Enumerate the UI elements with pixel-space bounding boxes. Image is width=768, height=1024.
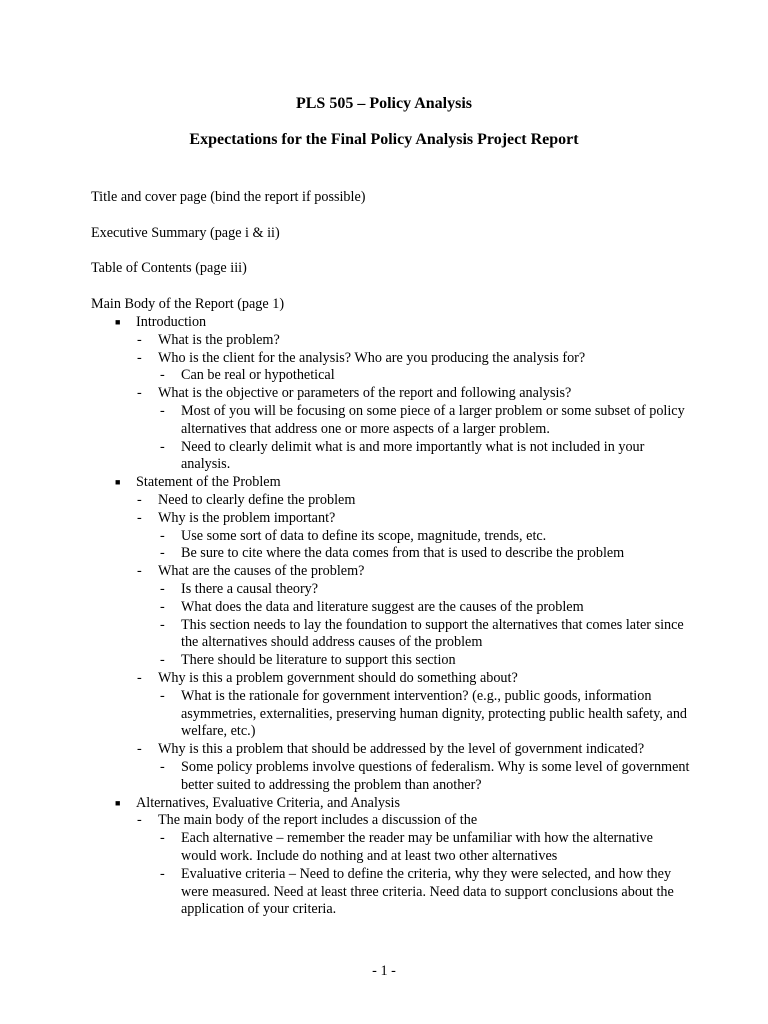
outline-item-text: What are the causes of the problem? — [158, 563, 365, 580]
section-title-cover: Title and cover page (bind the report if possible) — [91, 189, 366, 205]
outline-item — [91, 866, 691, 919]
outline-item-text: Can be real or hypothetical — [181, 367, 335, 384]
outline-heading — [91, 314, 691, 332]
outline-item — [91, 367, 691, 385]
outline-item — [91, 332, 691, 350]
dash-bullet-icon: - — [160, 598, 165, 615]
page-number: - 1 - — [372, 963, 396, 979]
dash-bullet-icon: - — [137, 669, 142, 686]
outline-item — [91, 688, 691, 741]
outline-item-text: Statement of the Problem — [136, 474, 281, 491]
outline-item — [91, 385, 691, 403]
dash-bullet-icon: - — [137, 331, 142, 348]
outline-item-text: Need to clearly define the problem — [158, 491, 356, 508]
outline-item-text: Is there a causal theory? — [181, 580, 319, 597]
dash-bullet-icon: - — [160, 758, 165, 775]
outline-heading — [91, 795, 691, 813]
outline-item — [91, 510, 691, 528]
dash-bullet-icon: - — [160, 527, 165, 544]
dash-bullet-icon: - — [160, 545, 165, 562]
dash-bullet-icon: - — [160, 865, 165, 882]
outline-item-text: What does the data and literature suggest are the causes of the problem — [181, 598, 584, 615]
outline-item-text: Why is this a problem that should be addressed by the level of government indicated? — [158, 741, 645, 758]
outline-item — [91, 563, 691, 581]
outline-item — [91, 439, 691, 475]
dash-bullet-icon: - — [160, 402, 165, 419]
main-body-outline — [91, 314, 691, 919]
outline-item-text: Why is the problem important? — [158, 509, 336, 526]
outline-item — [91, 350, 691, 368]
dash-bullet-icon: - — [160, 687, 165, 704]
dash-bullet-icon: - — [160, 580, 165, 597]
outline-item-text: There should be literature to support this section — [181, 652, 456, 669]
section-main-body: Main Body of the Report (page 1) — [91, 296, 285, 312]
outline-item-text: Evaluative criteria – Need to define the criteria, why they were selected, and how they were measured. Need at least three criteria. Need data to support conclusions about the application of your criteria. — [181, 865, 674, 918]
dash-bullet-icon: - — [160, 616, 165, 633]
outline-item — [91, 617, 691, 653]
outline-item — [91, 812, 691, 830]
outline-item-text: Alternatives, Evaluative Criteria, and Analysis — [136, 794, 400, 811]
outline-item-text: Introduction — [136, 314, 207, 330]
outline-item-text: This section needs to lay the foundation to support the alternatives that comes later since the alternatives should address causes of the problem — [181, 616, 684, 651]
outline-item — [91, 741, 691, 759]
dash-bullet-icon: - — [160, 367, 165, 384]
outline-item-text: Why is this a problem government should do something about? — [158, 669, 518, 686]
dash-bullet-icon: - — [160, 830, 165, 847]
square-bullet-icon: ■ — [115, 317, 121, 327]
dash-bullet-icon: - — [137, 349, 142, 366]
outline-item — [91, 652, 691, 670]
outline-item — [91, 599, 691, 617]
dash-bullet-icon: - — [137, 491, 142, 508]
outline-item — [91, 528, 691, 546]
dash-bullet-icon: - — [137, 741, 142, 758]
dash-bullet-icon: - — [137, 812, 142, 829]
outline-item-text: Use some sort of data to define its scope, magnitude, trends, etc. — [181, 527, 547, 544]
outline-item-text: Each alternative – remember the reader may be unfamiliar with how the alternative would work. Include do nothing and at least two other alternatives — [181, 830, 653, 864]
outline-heading — [91, 474, 691, 492]
dash-bullet-icon: - — [160, 438, 165, 455]
section-table-of-contents: Table of Contents (page iii) — [91, 260, 247, 276]
dash-bullet-icon: - — [160, 652, 165, 669]
outline-item — [91, 830, 691, 866]
dash-bullet-icon: - — [137, 385, 142, 402]
document-subtitle: Expectations for the Final Policy Analysis Project Report — [189, 131, 579, 148]
outline-item — [91, 545, 691, 563]
outline-item — [91, 492, 691, 510]
course-title: PLS 505 – Policy Analysis — [295, 95, 473, 112]
square-bullet-icon: ■ — [115, 797, 121, 808]
outline-item — [91, 759, 691, 795]
square-bullet-icon: ■ — [115, 477, 121, 488]
outline-item-text: The main body of the report includes a discussion of the — [158, 812, 478, 829]
outline-item-text: Most of you will be focusing on some piece of a larger problem or some subset of policy alternatives that address one or more aspects of a larger problem. — [181, 402, 685, 437]
outline-item-text: Who is the client for the analysis? Who are you producing the analysis for? — [158, 349, 586, 366]
outline-item-text: What is the rationale for government intervention? (e.g., public goods, information asymmetries, externalities, preserving human dignity, protecting public health safety, and welfare, etc.) — [181, 687, 688, 740]
dash-bullet-icon: - — [137, 509, 142, 526]
section-executive-summary: Executive Summary (page i & ii) — [91, 225, 280, 241]
outline-item-text: Need to clearly delimit what is and more importantly what is not included in your analysis. — [181, 438, 645, 473]
outline-item — [91, 670, 691, 688]
outline-item-text: What is the problem? — [158, 331, 280, 348]
outline-item-text: Be sure to cite where the data comes from that is used to describe the problem — [181, 545, 625, 562]
outline-item — [91, 581, 691, 599]
outline-item-text: What is the objective or parameters of the report and following analysis? — [158, 385, 572, 402]
outline-item — [91, 403, 691, 439]
outline-item-text: Some policy problems involve questions of federalism. Why is some level of government better suited to addressing the problem than another? — [181, 758, 690, 793]
dash-bullet-icon: - — [137, 563, 142, 580]
